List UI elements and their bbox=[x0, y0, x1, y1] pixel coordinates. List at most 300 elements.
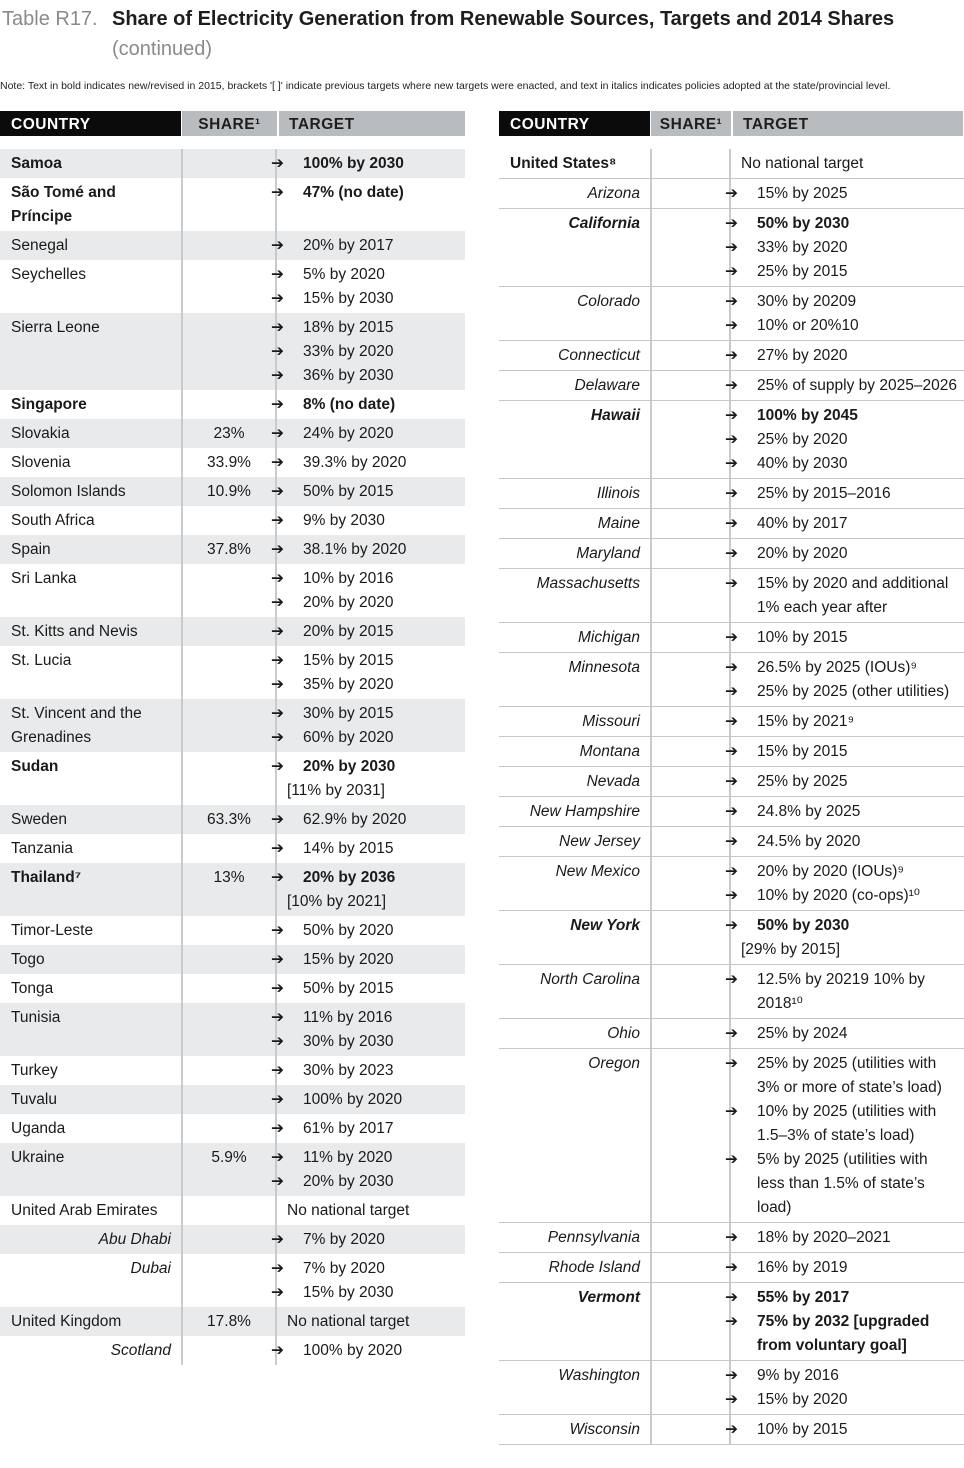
table-row bbox=[0, 1307, 465, 1336]
arrow-right-icon: ➔ bbox=[271, 623, 284, 640]
country-cell: United Kingdom bbox=[11, 1313, 122, 1330]
table-row bbox=[499, 149, 964, 179]
target-line bbox=[271, 1030, 461, 1054]
arrow-right-icon: ➔ bbox=[725, 1259, 738, 1276]
arrow-right-icon: ➔ bbox=[725, 1289, 738, 1306]
target-line bbox=[725, 968, 959, 1016]
target-line bbox=[271, 364, 461, 388]
arrow-right-icon: ➔ bbox=[725, 575, 738, 592]
country-cell: California bbox=[568, 215, 640, 232]
arrow-right-icon: ➔ bbox=[271, 483, 284, 500]
target-text: 100% by 2030 bbox=[303, 155, 404, 172]
target-line bbox=[725, 260, 959, 284]
target-cell bbox=[277, 1196, 465, 1225]
arrow-right-icon: ➔ bbox=[271, 676, 284, 693]
target-line bbox=[271, 1281, 461, 1305]
target-text: 15% by 2015 bbox=[757, 743, 848, 760]
target-text: 20% by 2015 bbox=[303, 623, 394, 640]
target-cell bbox=[271, 1085, 465, 1114]
arrow-right-icon: ➔ bbox=[725, 515, 738, 532]
share-cell bbox=[181, 974, 277, 1003]
table-row bbox=[499, 479, 964, 509]
target-line bbox=[271, 340, 461, 364]
target-cell bbox=[725, 767, 963, 796]
target-line bbox=[725, 1364, 959, 1388]
target-text: 9% by 2016 bbox=[757, 1367, 839, 1384]
target-line bbox=[725, 1052, 959, 1100]
target-text: 5% by 2020 bbox=[303, 266, 385, 283]
arrow-right-icon: ➔ bbox=[271, 1009, 284, 1026]
target-cell bbox=[725, 911, 963, 964]
arrow-right-icon: ➔ bbox=[271, 729, 284, 746]
arrow-right-icon: ➔ bbox=[271, 758, 284, 775]
target-line bbox=[741, 152, 959, 176]
arrow-right-icon: ➔ bbox=[271, 290, 284, 307]
target-cell bbox=[271, 646, 465, 699]
table-row bbox=[0, 916, 465, 945]
arrow-right-icon: ➔ bbox=[271, 343, 284, 360]
country-cell: United States⁸ bbox=[510, 155, 617, 172]
share-cell bbox=[650, 149, 731, 178]
target-line bbox=[725, 572, 959, 620]
share-cell bbox=[650, 857, 731, 910]
target-line bbox=[725, 344, 959, 368]
country-cell: Rhode Island bbox=[548, 1259, 640, 1276]
arrow-right-icon: ➔ bbox=[725, 743, 738, 760]
country-cell: Turkey bbox=[11, 1062, 58, 1079]
country-cell: New York bbox=[570, 917, 640, 934]
table-row bbox=[499, 827, 964, 857]
target-text: [29% by 2015] bbox=[741, 941, 841, 958]
share-cell: 17.8% bbox=[181, 1307, 277, 1336]
arrow-right-icon: ➔ bbox=[725, 1313, 738, 1330]
share-cell bbox=[650, 965, 731, 1018]
share-cell: 10.9% bbox=[181, 477, 277, 506]
target-line bbox=[725, 482, 959, 506]
target-line bbox=[741, 938, 959, 962]
target-text: 47% (no date) bbox=[303, 184, 404, 201]
target-line bbox=[725, 314, 959, 338]
country-cell: Washington bbox=[558, 1367, 640, 1384]
target-line bbox=[725, 914, 959, 938]
arrow-right-icon: ➔ bbox=[271, 1284, 284, 1301]
target-line bbox=[725, 1418, 959, 1442]
target-line bbox=[271, 948, 461, 972]
target-text: 40% by 2017 bbox=[757, 515, 848, 532]
table-row bbox=[0, 535, 465, 564]
target-line bbox=[287, 779, 461, 803]
target-line bbox=[271, 1117, 461, 1141]
target-line bbox=[271, 451, 461, 475]
target-cell bbox=[271, 1003, 465, 1056]
target-line bbox=[271, 1339, 461, 1363]
share-cell bbox=[650, 1049, 731, 1222]
target-cell bbox=[271, 1254, 465, 1307]
target-cell bbox=[271, 834, 465, 863]
target-cell bbox=[725, 1049, 963, 1222]
arrow-right-icon: ➔ bbox=[271, 237, 284, 254]
table-row bbox=[0, 1143, 465, 1196]
target-line bbox=[271, 726, 461, 750]
target-text: 11% by 2016 bbox=[303, 1009, 393, 1026]
target-cell bbox=[271, 231, 465, 260]
target-text: 75% by 2032 [upgraded from voluntary goal] bbox=[757, 1313, 930, 1354]
share-cell bbox=[650, 569, 731, 622]
target-line bbox=[271, 287, 461, 311]
share-cell bbox=[650, 371, 731, 400]
share-cell bbox=[650, 1253, 731, 1282]
country-cell: Vermont bbox=[577, 1289, 640, 1306]
target-text: 27% by 2020 bbox=[757, 347, 848, 364]
arrow-right-icon: ➔ bbox=[725, 455, 738, 472]
table-row bbox=[499, 707, 964, 737]
share-cell bbox=[650, 479, 731, 508]
share-column-header: SHARE¹ bbox=[650, 111, 731, 136]
target-text: 15% by 2020 bbox=[303, 951, 394, 968]
target-line bbox=[271, 808, 461, 832]
target-text: 20% by 2030 bbox=[303, 1173, 394, 1190]
arrow-right-icon: ➔ bbox=[271, 594, 284, 611]
country-cell: São Tomé and Príncipe bbox=[11, 184, 116, 225]
target-line bbox=[271, 181, 461, 205]
table-row bbox=[499, 209, 964, 287]
arrow-right-icon: ➔ bbox=[725, 917, 738, 934]
target-line bbox=[725, 1388, 959, 1412]
arrow-right-icon: ➔ bbox=[271, 266, 284, 283]
country-cell: New Jersey bbox=[559, 833, 640, 850]
target-text: 15% by 2030 bbox=[303, 290, 394, 307]
share-cell bbox=[650, 827, 731, 856]
target-text: 10% by 2020 (co-ops)¹⁰ bbox=[757, 887, 921, 904]
target-line bbox=[725, 1256, 959, 1280]
country-cell: Sri Lanka bbox=[11, 570, 77, 587]
target-cell bbox=[725, 509, 963, 538]
share-cell bbox=[650, 911, 731, 964]
table-row bbox=[0, 1056, 465, 1085]
share-cell bbox=[650, 707, 731, 736]
target-line bbox=[725, 800, 959, 824]
target-text: 38.1% by 2020 bbox=[303, 541, 407, 558]
table-row bbox=[0, 419, 465, 448]
arrow-right-icon: ➔ bbox=[725, 629, 738, 646]
target-text: 15% by 2015 bbox=[303, 652, 394, 669]
target-line bbox=[271, 263, 461, 287]
table-note: Note: Text in bold indicates new/revised in 2015, brackets '[ ]' indicate previous targets where new targets were enacted, and text in italics indicates policies adopted at the state/provincial level. bbox=[0, 80, 891, 92]
target-cell bbox=[725, 341, 963, 370]
target-text: 15% by 2020 and additional 1% each year after bbox=[757, 575, 949, 616]
table-row bbox=[499, 401, 964, 479]
arrow-right-icon: ➔ bbox=[725, 1103, 738, 1120]
target-text: 35% by 2020 bbox=[303, 676, 394, 693]
target-line bbox=[725, 290, 959, 314]
target-line bbox=[271, 1228, 461, 1252]
target-line bbox=[271, 234, 461, 258]
target-text: 10% by 2015 bbox=[757, 1421, 848, 1438]
share-cell bbox=[181, 834, 277, 863]
left-table bbox=[0, 111, 465, 1365]
table-row bbox=[499, 965, 964, 1019]
target-cell bbox=[271, 1143, 465, 1196]
target-line bbox=[271, 152, 461, 176]
country-cell: Montana bbox=[579, 743, 640, 760]
table-row bbox=[0, 834, 465, 863]
country-cell: St. Lucia bbox=[11, 652, 72, 669]
country-cell: Senegal bbox=[11, 237, 68, 254]
table-row bbox=[0, 1003, 465, 1056]
share-cell bbox=[650, 509, 731, 538]
target-line bbox=[271, 1170, 461, 1194]
target-cell bbox=[725, 797, 963, 826]
table-row bbox=[499, 911, 964, 965]
target-cell bbox=[725, 371, 963, 400]
arrow-right-icon: ➔ bbox=[271, 1149, 284, 1166]
share-cell: 13% bbox=[181, 863, 277, 916]
target-line bbox=[725, 212, 959, 236]
target-text: 25% by 2025 bbox=[757, 773, 848, 790]
target-line bbox=[271, 702, 461, 726]
table-row bbox=[499, 341, 964, 371]
arrow-right-icon: ➔ bbox=[725, 239, 738, 256]
country-cell: Oregon bbox=[588, 1055, 640, 1072]
table-row bbox=[499, 737, 964, 767]
arrow-right-icon: ➔ bbox=[271, 512, 284, 529]
target-cell bbox=[725, 569, 963, 622]
table-row bbox=[0, 1114, 465, 1143]
target-text: 24.8% by 2025 bbox=[757, 803, 861, 820]
target-line bbox=[725, 542, 959, 566]
target-line bbox=[287, 890, 461, 914]
target-text: 40% by 2030 bbox=[757, 455, 848, 472]
country-cell: Togo bbox=[11, 951, 45, 968]
target-line bbox=[725, 428, 959, 452]
table-row bbox=[0, 448, 465, 477]
target-text: 30% by 2015 bbox=[303, 705, 394, 722]
target-line bbox=[271, 1006, 461, 1030]
target-cell bbox=[271, 390, 465, 419]
table-row bbox=[0, 752, 465, 805]
table-row bbox=[0, 863, 465, 916]
target-cell bbox=[725, 539, 963, 568]
table-row bbox=[499, 539, 964, 569]
arrow-right-icon: ➔ bbox=[725, 263, 738, 280]
table-row bbox=[499, 767, 964, 797]
target-line bbox=[725, 1286, 959, 1310]
target-cell bbox=[725, 707, 963, 736]
table-row bbox=[0, 974, 465, 1003]
table-row bbox=[499, 857, 964, 911]
target-cell bbox=[271, 448, 465, 477]
table-row bbox=[499, 1253, 964, 1283]
target-text: 25% by 2015–2016 bbox=[757, 485, 891, 502]
arrow-right-icon: ➔ bbox=[725, 485, 738, 502]
table-row bbox=[0, 1196, 465, 1225]
target-cell bbox=[725, 401, 963, 478]
arrow-right-icon: ➔ bbox=[271, 425, 284, 442]
target-line bbox=[271, 393, 461, 417]
target-text: 25% of supply by 2025–2026 bbox=[757, 377, 957, 394]
arrow-right-icon: ➔ bbox=[725, 215, 738, 232]
country-cell: Dubai bbox=[130, 1260, 171, 1277]
target-text: 25% by 2025 (utilities with 3% or more of state’s load) bbox=[757, 1055, 942, 1096]
share-cell bbox=[650, 1223, 731, 1252]
arrow-right-icon: ➔ bbox=[271, 1091, 284, 1108]
target-cell bbox=[271, 974, 465, 1003]
arrow-right-icon: ➔ bbox=[271, 1260, 284, 1277]
arrow-right-icon: ➔ bbox=[725, 431, 738, 448]
country-cell: Abu Dhabi bbox=[98, 1231, 171, 1248]
target-text: 5% by 2025 (utilities with less than 1.5% of state’s load) bbox=[757, 1151, 928, 1216]
arrow-right-icon: ➔ bbox=[271, 1120, 284, 1137]
target-line bbox=[271, 649, 461, 673]
arrow-right-icon: ➔ bbox=[271, 1342, 284, 1359]
country-cell: St. Kitts and Nevis bbox=[11, 623, 138, 640]
target-text: 9% by 2030 bbox=[303, 512, 385, 529]
target-text: [10% by 2021] bbox=[287, 893, 387, 910]
table-row bbox=[0, 390, 465, 419]
target-cell bbox=[725, 479, 963, 508]
target-line bbox=[725, 626, 959, 650]
left-table-header bbox=[0, 111, 465, 136]
share-cell bbox=[650, 209, 731, 286]
target-text: 24.5% by 2020 bbox=[757, 833, 861, 850]
target-cell bbox=[271, 260, 465, 313]
share-cell bbox=[650, 1361, 731, 1414]
country-cell: Missouri bbox=[582, 713, 640, 730]
target-line bbox=[271, 1257, 461, 1281]
share-cell: 23% bbox=[181, 419, 277, 448]
share-cell: 33.9% bbox=[181, 448, 277, 477]
country-cell: Ukraine bbox=[11, 1149, 65, 1166]
right-table bbox=[499, 111, 964, 1445]
target-line bbox=[725, 656, 959, 680]
share-column-header: SHARE¹ bbox=[181, 111, 277, 136]
arrow-right-icon: ➔ bbox=[725, 377, 738, 394]
target-line bbox=[725, 710, 959, 734]
target-text: 30% by 2023 bbox=[303, 1062, 394, 1079]
arrow-right-icon: ➔ bbox=[725, 347, 738, 364]
right-table-header bbox=[499, 111, 964, 136]
country-cell: Scotland bbox=[110, 1342, 171, 1359]
share-cell bbox=[181, 1056, 277, 1085]
country-cell: Samoa bbox=[11, 155, 62, 172]
arrow-right-icon: ➔ bbox=[271, 541, 284, 558]
target-line bbox=[271, 509, 461, 533]
share-cell bbox=[181, 313, 277, 390]
target-text: 8% (no date) bbox=[303, 396, 396, 413]
arrow-right-icon: ➔ bbox=[725, 1025, 738, 1042]
target-text: 20% by 2017 bbox=[303, 237, 394, 254]
arrow-right-icon: ➔ bbox=[271, 1231, 284, 1248]
target-line bbox=[725, 770, 959, 794]
target-line bbox=[271, 977, 461, 1001]
target-text: 15% by 2021⁹ bbox=[757, 713, 855, 730]
share-cell bbox=[181, 178, 277, 231]
target-line bbox=[725, 884, 959, 908]
country-cell: Singapore bbox=[11, 396, 87, 413]
arrow-right-icon: ➔ bbox=[725, 887, 738, 904]
target-cell bbox=[271, 699, 465, 752]
target-cell bbox=[725, 653, 963, 706]
target-line bbox=[271, 316, 461, 340]
arrow-right-icon: ➔ bbox=[725, 317, 738, 334]
share-cell bbox=[181, 699, 277, 752]
table-row bbox=[499, 1283, 964, 1361]
target-text: 11% by 2020 bbox=[303, 1149, 393, 1166]
target-cell bbox=[271, 805, 465, 834]
target-cell bbox=[271, 477, 465, 506]
country-cell: Pennsylvania bbox=[547, 1229, 640, 1246]
target-text: 25% by 2025 (other utilities) bbox=[757, 683, 950, 700]
share-cell bbox=[181, 149, 277, 178]
arrow-right-icon: ➔ bbox=[271, 367, 284, 384]
share-cell bbox=[181, 1196, 277, 1225]
country-cell: Spain bbox=[11, 541, 51, 558]
country-cell: Massachusetts bbox=[536, 575, 640, 592]
table-row bbox=[499, 371, 964, 401]
country-cell: Seychelles bbox=[11, 266, 86, 283]
target-text: 62.9% by 2020 bbox=[303, 811, 407, 828]
arrow-right-icon: ➔ bbox=[725, 683, 738, 700]
target-cell bbox=[271, 1114, 465, 1143]
arrow-right-icon: ➔ bbox=[725, 1421, 738, 1438]
target-line bbox=[271, 1088, 461, 1112]
share-cell bbox=[650, 179, 731, 208]
target-cell bbox=[277, 1307, 465, 1336]
country-cell: New Mexico bbox=[555, 863, 640, 880]
target-text: No national target bbox=[287, 1313, 410, 1330]
target-text: 18% by 2015 bbox=[303, 319, 394, 336]
target-text: 15% by 2025 bbox=[757, 185, 848, 202]
arrow-right-icon: ➔ bbox=[725, 713, 738, 730]
target-text: 50% by 2015 bbox=[303, 483, 394, 500]
arrow-right-icon: ➔ bbox=[271, 319, 284, 336]
table-row bbox=[0, 477, 465, 506]
arrow-right-icon: ➔ bbox=[271, 454, 284, 471]
share-cell bbox=[650, 341, 731, 370]
arrow-right-icon: ➔ bbox=[725, 971, 738, 988]
country-cell: Ohio bbox=[607, 1025, 640, 1042]
table-row bbox=[0, 805, 465, 834]
target-line bbox=[725, 236, 959, 260]
country-cell: Nevada bbox=[586, 773, 640, 790]
arrow-right-icon: ➔ bbox=[271, 951, 284, 968]
country-cell: Uganda bbox=[11, 1120, 66, 1137]
target-line bbox=[271, 919, 461, 943]
target-text: [11% by 2031] bbox=[287, 782, 385, 799]
arrow-right-icon: ➔ bbox=[271, 705, 284, 722]
target-line bbox=[271, 755, 461, 779]
target-text: 26.5% by 2025 (IOUs)⁹ bbox=[757, 659, 917, 676]
target-text: 39.3% by 2020 bbox=[303, 454, 407, 471]
target-cell bbox=[271, 419, 465, 448]
target-text: 55% by 2017 bbox=[757, 1289, 850, 1306]
arrow-right-icon: ➔ bbox=[271, 155, 284, 172]
arrow-right-icon: ➔ bbox=[725, 545, 738, 562]
share-cell bbox=[181, 617, 277, 646]
table-row bbox=[499, 653, 964, 707]
target-line bbox=[271, 673, 461, 697]
country-cell: South Africa bbox=[11, 512, 95, 529]
country-column-header: COUNTRY bbox=[499, 111, 650, 136]
target-text: 14% by 2015 bbox=[303, 840, 394, 857]
target-line bbox=[287, 1310, 461, 1334]
target-text: 15% by 2020 bbox=[757, 1391, 848, 1408]
target-line bbox=[271, 1059, 461, 1083]
target-cell bbox=[271, 863, 465, 916]
target-text: 12.5% by 20219 10% by 2018¹⁰ bbox=[757, 971, 926, 1012]
arrow-right-icon: ➔ bbox=[271, 1062, 284, 1079]
target-text: 50% by 2030 bbox=[757, 917, 850, 934]
